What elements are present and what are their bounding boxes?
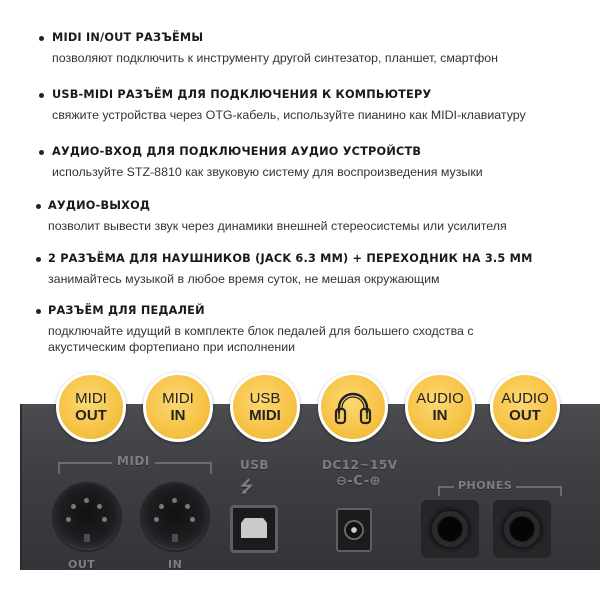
feature-desc: позволит вывести звук через динамики внешней стереосистемы или усилителя [48, 219, 507, 233]
feature-title: РАЗЪЁМ ДЛЯ ПЕДАЛЕЙ [48, 304, 205, 317]
feature-desc: свяжите устройства через OTG-кабель, используйте пианино как MIDI-клавиатуру [52, 108, 526, 122]
feature-desc-line2: акустическим фортепиано при исполнении [48, 340, 296, 354]
feature-title: MIDI IN/OUT РАЗЪЁМЫ [52, 31, 204, 44]
feature-desc: занимайтесь музыкой в любое время суток, не мешая окружающим [48, 272, 440, 286]
badge-line1: MIDI [162, 390, 194, 407]
bullet-icon [36, 257, 41, 262]
badge-line1: AUDIO [416, 390, 464, 407]
badge-midi-out [56, 372, 126, 442]
badge-line1: AUDIO [501, 390, 549, 407]
dc-power-jack [336, 508, 372, 552]
bullet-icon [36, 309, 41, 314]
badge-line2: OUT [75, 407, 107, 424]
phones-panel-label: PHONES [454, 479, 516, 492]
badge-line1: MIDI [75, 390, 107, 407]
phones-jack-2 [502, 509, 542, 549]
midi-panel-label: MIDI [112, 454, 155, 468]
badge-line2: OUT [509, 407, 541, 424]
badge-line1: USB [249, 390, 281, 407]
badge-line2: IN [170, 407, 186, 424]
polarity-icon: ⊖-C-⊕ [336, 474, 381, 489]
headphones-icon [333, 389, 373, 425]
usb-panel-label: USB [240, 458, 270, 472]
feature-title: АУДИО-ВЫХОД [48, 199, 151, 212]
badge-audio-out [490, 372, 560, 442]
feature-title: 2 РАЗЪЁМА ДЛЯ НАУШНИКОВ (JACK 6.3 ММ) + ПЕРЕХОДНИК НА 3.5 ММ [48, 252, 533, 265]
badge-line2: IN [432, 407, 448, 424]
feature-desc: используйте STZ-8810 как звуковую систему для воспроизведения музыки [52, 165, 483, 179]
badge-headphones [318, 372, 388, 442]
dc-panel-label: DC12~15V [322, 458, 398, 472]
feature-title: АУДИО-ВХОД ДЛЯ ПОДКЛЮЧЕНИЯ АУДИО УСТРОЙСТВ [52, 145, 422, 158]
in-panel-label: IN [168, 558, 183, 571]
usb-symbol-icon: ⭍ [240, 477, 254, 496]
bullet-icon [39, 93, 44, 98]
out-panel-label: OUT [68, 558, 96, 571]
bullet-icon [36, 204, 41, 209]
usb-b-port [230, 505, 278, 553]
badge-audio-in [405, 372, 475, 442]
midi-in-port [142, 484, 208, 550]
phones-jack-1 [430, 509, 470, 549]
feature-desc-line1: подключайте идущий в комплекте блок педалей для большего сходства с [48, 324, 474, 338]
bullet-icon [39, 36, 44, 41]
badge-line2: MIDI [249, 407, 281, 424]
midi-out-port [54, 484, 120, 550]
feature-title: USB-MIDI РАЗЪЁМ ДЛЯ ПОДКЛЮЧЕНИЯ К КОМПЬЮТЕРУ [52, 88, 432, 101]
badge-midi-in [143, 372, 213, 442]
feature-desc: позволяют подключить к инструменту другой синтезатор, планшет, смартфон [52, 51, 499, 65]
badge-usb-midi [230, 372, 300, 442]
bullet-icon [39, 150, 44, 155]
